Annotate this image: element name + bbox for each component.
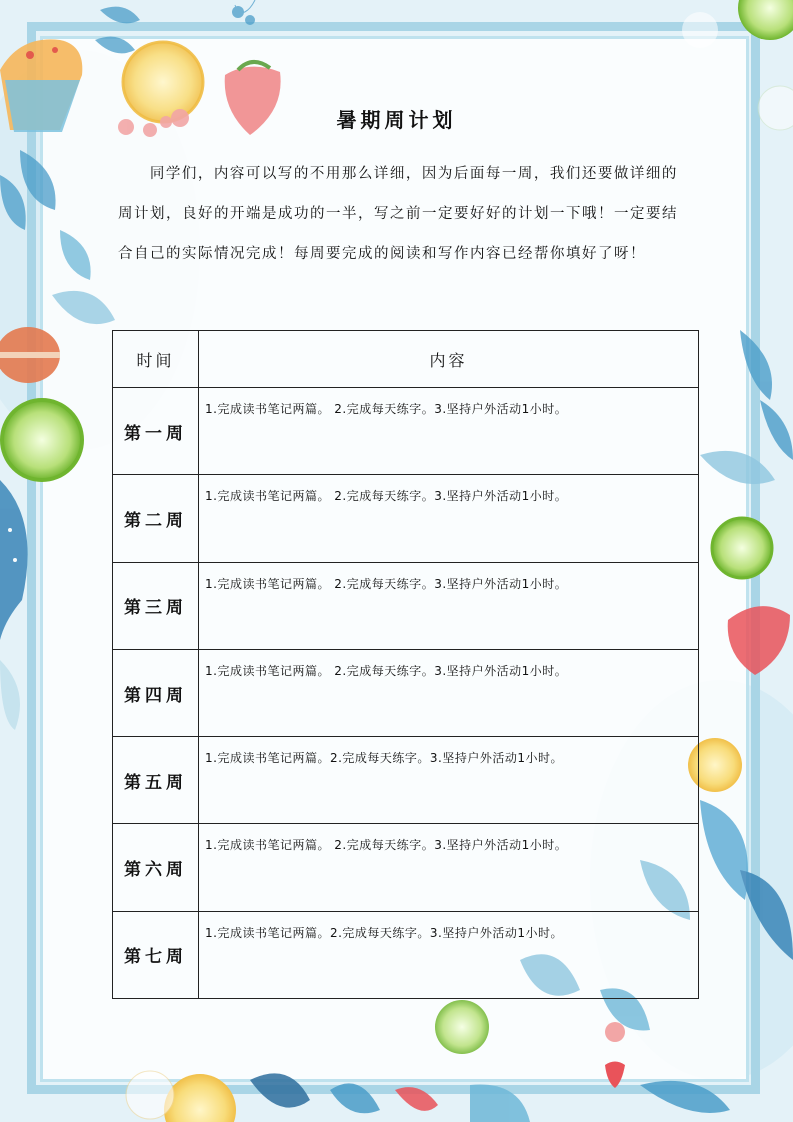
table-row	[113, 911, 699, 998]
table-row	[113, 475, 699, 562]
week-label: 第二周	[113, 475, 199, 562]
week-tasks: 1.完成读书笔记两篇。 2.完成每天练字。3.坚持户外活动1小时。	[199, 388, 699, 475]
table-row	[113, 737, 699, 824]
week-label: 第五周	[113, 737, 199, 824]
week-tasks: 1.完成读书笔记两篇。 2.完成每天练字。3.坚持户外活动1小时。	[199, 475, 699, 562]
week-tasks: 1.完成读书笔记两篇。 2.完成每天练字。3.坚持户外活动1小时。	[199, 824, 699, 911]
header-content: 内容	[199, 331, 699, 388]
table-header-row	[113, 331, 699, 388]
week-tasks: 1.完成读书笔记两篇。 2.完成每天练字。3.坚持户外活动1小时。	[199, 562, 699, 649]
table-row	[113, 649, 699, 736]
week-tasks: 1.完成读书笔记两篇。2.完成每天练字。3.坚持户外活动1小时。	[199, 737, 699, 824]
intro-paragraph: 同学们，内容可以写的不用那么详细，因为后面每一周，我们还要做详细的周计划，良好的开端是成功的一半，写之前一定要好好的计划一下哦！一定要结合自己的实际情况完成！每周要完成的阅读和写作内容已经帮你填好了呀！	[118, 166, 678, 262]
week-label: 第四周	[113, 649, 199, 736]
week-label: 第六周	[113, 824, 199, 911]
header-time: 时间	[113, 331, 199, 388]
weekly-plan-table	[112, 330, 699, 999]
week-tasks: 1.完成读书笔记两篇。2.完成每天练字。3.坚持户外活动1小时。	[199, 911, 699, 998]
week-tasks: 1.完成读书笔记两篇。 2.完成每天练字。3.坚持户外活动1小时。	[199, 649, 699, 736]
week-label: 第七周	[113, 911, 199, 998]
page-title: 暑期周计划	[336, 108, 457, 132]
week-label: 第一周	[113, 388, 199, 475]
table-row	[113, 388, 699, 475]
table-row	[113, 824, 699, 911]
week-label: 第三周	[113, 562, 199, 649]
table-row	[113, 562, 699, 649]
